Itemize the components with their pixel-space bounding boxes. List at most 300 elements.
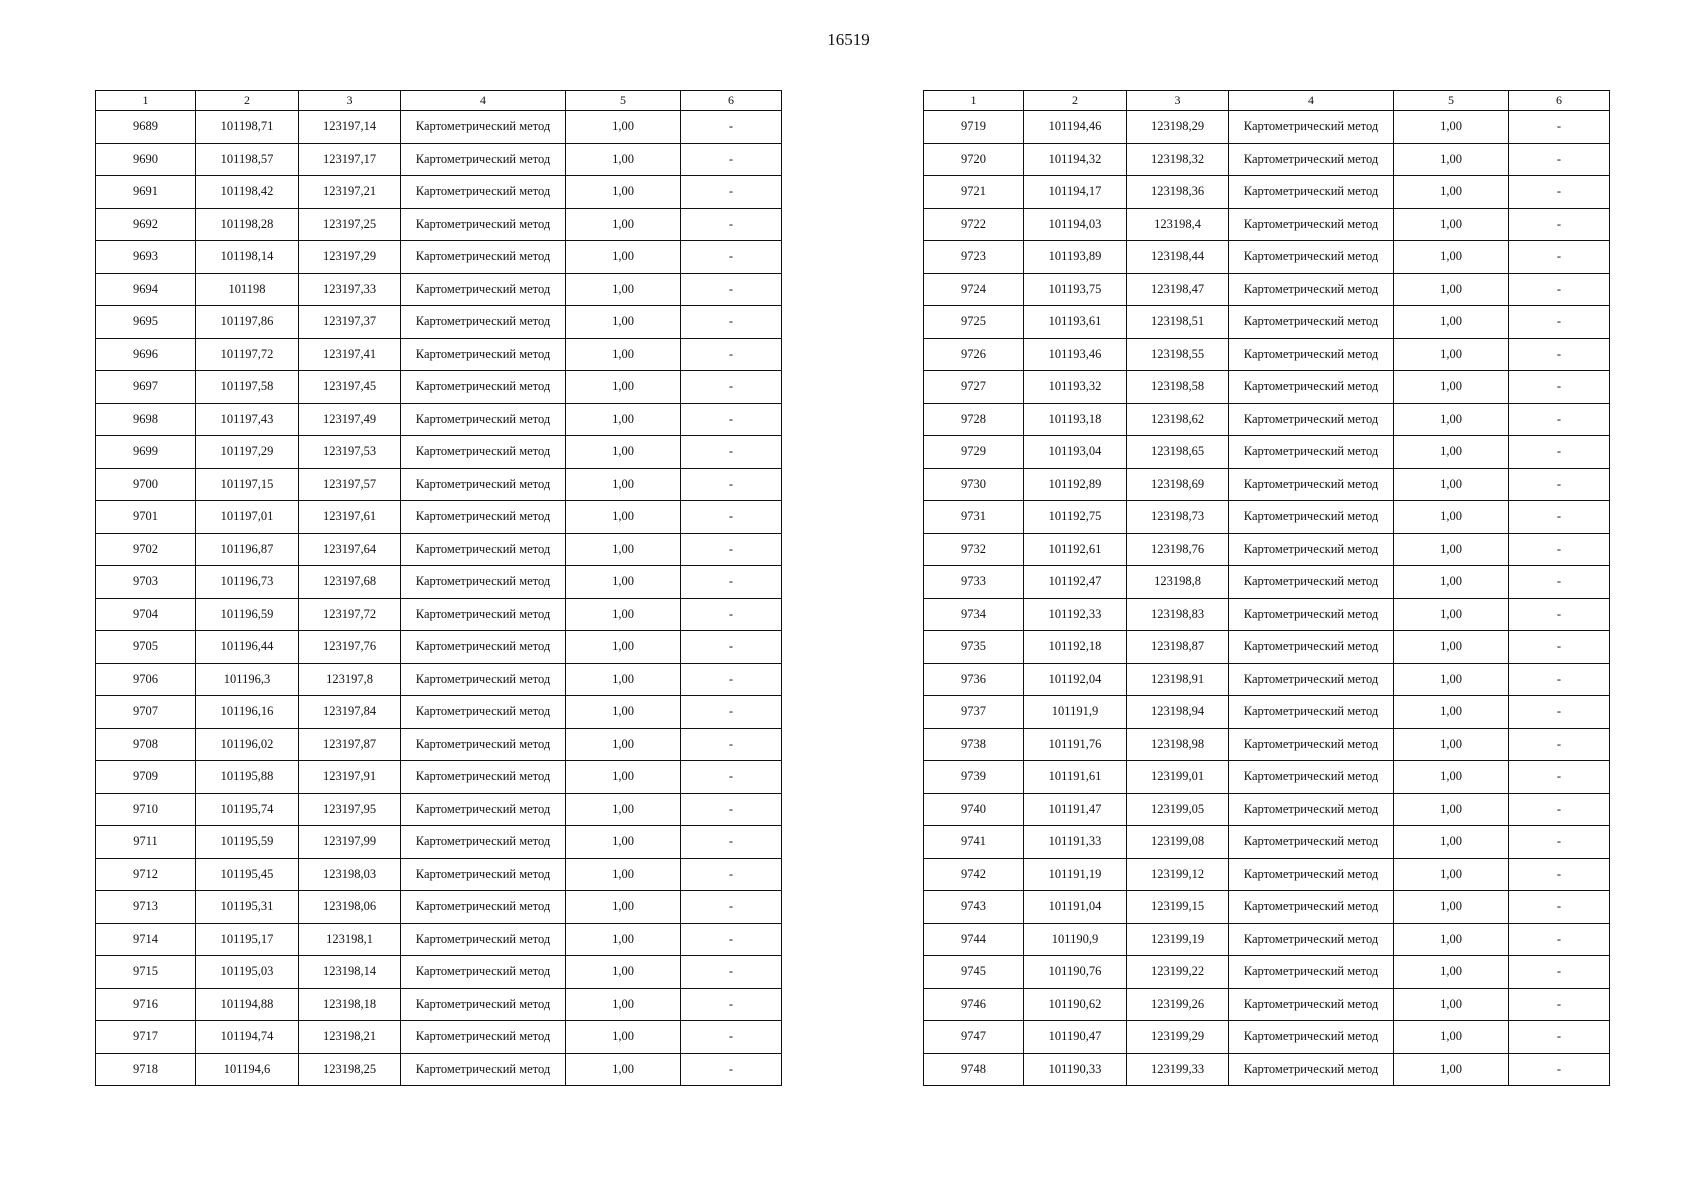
y-coordinate-cell: 123198,73 (1127, 501, 1229, 534)
x-coordinate-cell: 101191,9 (1024, 696, 1127, 729)
x-coordinate-cell: 101190,62 (1024, 988, 1127, 1021)
column-header: 4 (401, 91, 566, 111)
table-row (924, 436, 1610, 469)
accuracy-cell: 1,00 (566, 338, 681, 371)
table-row (924, 501, 1610, 534)
note-cell: - (1509, 338, 1610, 371)
method-cell: Картометрический метод (401, 761, 566, 794)
method-cell: Картометрический метод (1229, 566, 1394, 599)
point-number-cell: 9691 (96, 176, 196, 209)
accuracy-cell: 1,00 (1394, 598, 1509, 631)
method-cell: Картометрический метод (1229, 273, 1394, 306)
table-row (924, 696, 1610, 729)
accuracy-cell: 1,00 (1394, 858, 1509, 891)
method-cell: Картометрический метод (1229, 631, 1394, 664)
table-row (96, 468, 782, 501)
table-row (96, 826, 782, 859)
note-cell: - (681, 306, 782, 339)
accuracy-cell: 1,00 (1394, 1021, 1509, 1054)
accuracy-cell: 1,00 (566, 533, 681, 566)
accuracy-cell: 1,00 (1394, 143, 1509, 176)
column-header: 4 (1229, 91, 1394, 111)
note-cell: - (1509, 533, 1610, 566)
note-cell: - (1509, 631, 1610, 664)
y-coordinate-cell: 123197,76 (299, 631, 401, 664)
point-number-cell: 9698 (96, 403, 196, 436)
x-coordinate-cell: 101191,33 (1024, 826, 1127, 859)
accuracy-cell: 1,00 (1394, 663, 1509, 696)
table-row (96, 1053, 782, 1086)
table-row (96, 891, 782, 924)
table-row (924, 338, 1610, 371)
point-number-cell: 9712 (96, 858, 196, 891)
method-cell: Картометрический метод (401, 1053, 566, 1086)
point-number-cell: 9744 (924, 923, 1024, 956)
method-cell: Картометрический метод (401, 988, 566, 1021)
note-cell: - (1509, 1021, 1610, 1054)
table-row (96, 793, 782, 826)
point-number-cell: 9738 (924, 728, 1024, 761)
method-cell: Картометрический метод (401, 631, 566, 664)
y-coordinate-cell: 123198,94 (1127, 696, 1229, 729)
accuracy-cell: 1,00 (1394, 696, 1509, 729)
note-cell: - (1509, 696, 1610, 729)
point-number-cell: 9741 (924, 826, 1024, 859)
point-number-cell: 9742 (924, 858, 1024, 891)
table-row (96, 241, 782, 274)
y-coordinate-cell: 123198,76 (1127, 533, 1229, 566)
y-coordinate-cell: 123197,61 (299, 501, 401, 534)
x-coordinate-cell: 101196,73 (196, 566, 299, 599)
method-cell: Картометрический метод (401, 956, 566, 989)
accuracy-cell: 1,00 (566, 111, 681, 144)
accuracy-cell: 1,00 (1394, 956, 1509, 989)
point-number-cell: 9743 (924, 891, 1024, 924)
table-row (96, 728, 782, 761)
accuracy-cell: 1,00 (566, 468, 681, 501)
note-cell: - (1509, 728, 1610, 761)
y-coordinate-cell: 123198,18 (299, 988, 401, 1021)
accuracy-cell: 1,00 (566, 858, 681, 891)
accuracy-cell: 1,00 (1394, 241, 1509, 274)
x-coordinate-cell: 101195,59 (196, 826, 299, 859)
x-coordinate-cell: 101193,32 (1024, 371, 1127, 404)
note-cell: - (681, 858, 782, 891)
table-row (96, 371, 782, 404)
point-number-cell: 9715 (96, 956, 196, 989)
method-cell: Картометрический метод (1229, 598, 1394, 631)
x-coordinate-cell: 101190,33 (1024, 1053, 1127, 1086)
point-number-cell: 9722 (924, 208, 1024, 241)
column-header: 5 (1394, 91, 1509, 111)
x-coordinate-cell: 101192,61 (1024, 533, 1127, 566)
accuracy-cell: 1,00 (566, 403, 681, 436)
point-number-cell: 9748 (924, 1053, 1024, 1086)
y-coordinate-cell: 123198,03 (299, 858, 401, 891)
x-coordinate-cell: 101192,47 (1024, 566, 1127, 599)
point-number-cell: 9733 (924, 566, 1024, 599)
note-cell: - (1509, 436, 1610, 469)
method-cell: Картометрический метод (401, 1021, 566, 1054)
table-row (924, 923, 1610, 956)
note-cell: - (1509, 176, 1610, 209)
y-coordinate-cell: 123197,53 (299, 436, 401, 469)
accuracy-cell: 1,00 (566, 826, 681, 859)
y-coordinate-cell: 123197,17 (299, 143, 401, 176)
method-cell: Картометрический метод (401, 273, 566, 306)
table-row (924, 728, 1610, 761)
point-number-cell: 9693 (96, 241, 196, 274)
x-coordinate-cell: 101192,75 (1024, 501, 1127, 534)
point-number-cell: 9706 (96, 663, 196, 696)
point-number-cell: 9723 (924, 241, 1024, 274)
x-coordinate-cell: 101192,33 (1024, 598, 1127, 631)
accuracy-cell: 1,00 (1394, 923, 1509, 956)
accuracy-cell: 1,00 (566, 501, 681, 534)
coordinates-table-right (923, 90, 1610, 1086)
note-cell: - (681, 1021, 782, 1054)
x-coordinate-cell: 101191,47 (1024, 793, 1127, 826)
method-cell: Картометрический метод (401, 793, 566, 826)
note-cell: - (1509, 371, 1610, 404)
table-row (96, 111, 782, 144)
method-cell: Картометрический метод (401, 728, 566, 761)
method-cell: Картометрический метод (1229, 858, 1394, 891)
y-coordinate-cell: 123197,25 (299, 208, 401, 241)
accuracy-cell: 1,00 (1394, 988, 1509, 1021)
note-cell: - (1509, 598, 1610, 631)
table-row (924, 566, 1610, 599)
note-cell: - (1509, 793, 1610, 826)
y-coordinate-cell: 123197,72 (299, 598, 401, 631)
accuracy-cell: 1,00 (1394, 501, 1509, 534)
note-cell: - (1509, 273, 1610, 306)
table-row (96, 143, 782, 176)
y-coordinate-cell: 123198,29 (1127, 111, 1229, 144)
column-header: 3 (1127, 91, 1229, 111)
note-cell: - (681, 273, 782, 306)
point-number-cell: 9711 (96, 826, 196, 859)
note-cell: - (681, 826, 782, 859)
y-coordinate-cell: 123197,68 (299, 566, 401, 599)
point-number-cell: 9709 (96, 761, 196, 794)
note-cell: - (681, 663, 782, 696)
table-row (924, 306, 1610, 339)
y-coordinate-cell: 123197,95 (299, 793, 401, 826)
y-coordinate-cell: 123198,36 (1127, 176, 1229, 209)
table-row (924, 403, 1610, 436)
y-coordinate-cell: 123198,8 (1127, 566, 1229, 599)
note-cell: - (1509, 956, 1610, 989)
y-coordinate-cell: 123197,37 (299, 306, 401, 339)
table-row (96, 533, 782, 566)
method-cell: Картометрический метод (1229, 306, 1394, 339)
point-number-cell: 9713 (96, 891, 196, 924)
table-row (96, 338, 782, 371)
x-coordinate-cell: 101194,46 (1024, 111, 1127, 144)
point-number-cell: 9701 (96, 501, 196, 534)
x-coordinate-cell: 101197,15 (196, 468, 299, 501)
y-coordinate-cell: 123199,01 (1127, 761, 1229, 794)
note-cell: - (1509, 761, 1610, 794)
point-number-cell: 9710 (96, 793, 196, 826)
method-cell: Картометрический метод (1229, 826, 1394, 859)
method-cell: Картометрический метод (1229, 696, 1394, 729)
table-row (96, 663, 782, 696)
accuracy-cell: 1,00 (1394, 761, 1509, 794)
method-cell: Картометрический метод (1229, 436, 1394, 469)
column-header: 1 (96, 91, 196, 111)
accuracy-cell: 1,00 (1394, 371, 1509, 404)
accuracy-cell: 1,00 (566, 1021, 681, 1054)
accuracy-cell: 1,00 (566, 891, 681, 924)
y-coordinate-cell: 123198,21 (299, 1021, 401, 1054)
x-coordinate-cell: 101198,71 (196, 111, 299, 144)
method-cell: Картометрический метод (401, 598, 566, 631)
y-coordinate-cell: 123199,15 (1127, 891, 1229, 924)
note-cell: - (1509, 111, 1610, 144)
note-cell: - (1509, 663, 1610, 696)
column-header: 6 (681, 91, 782, 111)
y-coordinate-cell: 123199,26 (1127, 988, 1229, 1021)
accuracy-cell: 1,00 (1394, 1053, 1509, 1086)
table-row (924, 273, 1610, 306)
accuracy-cell: 1,00 (1394, 728, 1509, 761)
table-header-row (924, 91, 1610, 111)
column-header: 2 (196, 91, 299, 111)
point-number-cell: 9736 (924, 663, 1024, 696)
y-coordinate-cell: 123198,14 (299, 956, 401, 989)
accuracy-cell: 1,00 (1394, 403, 1509, 436)
x-coordinate-cell: 101190,76 (1024, 956, 1127, 989)
x-coordinate-cell: 101195,03 (196, 956, 299, 989)
accuracy-cell: 1,00 (566, 371, 681, 404)
table-row (924, 468, 1610, 501)
x-coordinate-cell: 101190,9 (1024, 923, 1127, 956)
method-cell: Картометрический метод (401, 468, 566, 501)
note-cell: - (1509, 1053, 1610, 1086)
point-number-cell: 9705 (96, 631, 196, 664)
note-cell: - (681, 793, 782, 826)
x-coordinate-cell: 101192,04 (1024, 663, 1127, 696)
table-row (924, 891, 1610, 924)
x-coordinate-cell: 101192,89 (1024, 468, 1127, 501)
y-coordinate-cell: 123199,29 (1127, 1021, 1229, 1054)
note-cell: - (681, 176, 782, 209)
method-cell: Картометрический метод (1229, 1053, 1394, 1086)
note-cell: - (681, 761, 782, 794)
point-number-cell: 9746 (924, 988, 1024, 1021)
point-number-cell: 9730 (924, 468, 1024, 501)
point-number-cell: 9721 (924, 176, 1024, 209)
method-cell: Картометрический метод (401, 566, 566, 599)
accuracy-cell: 1,00 (1394, 793, 1509, 826)
note-cell: - (681, 533, 782, 566)
point-number-cell: 9702 (96, 533, 196, 566)
y-coordinate-cell: 123198,69 (1127, 468, 1229, 501)
accuracy-cell: 1,00 (566, 436, 681, 469)
method-cell: Картометрический метод (1229, 728, 1394, 761)
x-coordinate-cell: 101193,75 (1024, 273, 1127, 306)
method-cell: Картометрический метод (1229, 468, 1394, 501)
table-row (96, 273, 782, 306)
accuracy-cell: 1,00 (566, 631, 681, 664)
note-cell: - (681, 923, 782, 956)
column-header: 5 (566, 91, 681, 111)
y-coordinate-cell: 123199,05 (1127, 793, 1229, 826)
y-coordinate-cell: 123197,29 (299, 241, 401, 274)
note-cell: - (1509, 208, 1610, 241)
table-row (924, 111, 1610, 144)
accuracy-cell: 1,00 (1394, 436, 1509, 469)
y-coordinate-cell: 123198,51 (1127, 306, 1229, 339)
point-number-cell: 9717 (96, 1021, 196, 1054)
point-number-cell: 9714 (96, 923, 196, 956)
x-coordinate-cell: 101194,17 (1024, 176, 1127, 209)
x-coordinate-cell: 101195,17 (196, 923, 299, 956)
accuracy-cell: 1,00 (1394, 208, 1509, 241)
accuracy-cell: 1,00 (566, 566, 681, 599)
column-header: 1 (924, 91, 1024, 111)
method-cell: Картометрический метод (1229, 761, 1394, 794)
x-coordinate-cell: 101192,18 (1024, 631, 1127, 664)
point-number-cell: 9708 (96, 728, 196, 761)
y-coordinate-cell: 123199,08 (1127, 826, 1229, 859)
method-cell: Картометрический метод (1229, 1021, 1394, 1054)
y-coordinate-cell: 123197,84 (299, 696, 401, 729)
method-cell: Картометрический метод (1229, 988, 1394, 1021)
table-row (924, 631, 1610, 664)
note-cell: - (681, 468, 782, 501)
y-coordinate-cell: 123198,98 (1127, 728, 1229, 761)
method-cell: Картометрический метод (401, 826, 566, 859)
y-coordinate-cell: 123198,4 (1127, 208, 1229, 241)
x-coordinate-cell: 101196,44 (196, 631, 299, 664)
x-coordinate-cell: 101197,01 (196, 501, 299, 534)
note-cell: - (681, 956, 782, 989)
table-row (924, 208, 1610, 241)
table-row (96, 436, 782, 469)
accuracy-cell: 1,00 (1394, 566, 1509, 599)
table-row (924, 858, 1610, 891)
x-coordinate-cell: 101194,6 (196, 1053, 299, 1086)
note-cell: - (681, 436, 782, 469)
table-row (96, 858, 782, 891)
accuracy-cell: 1,00 (1394, 468, 1509, 501)
note-cell: - (1509, 468, 1610, 501)
table-row (96, 501, 782, 534)
table-row (96, 566, 782, 599)
method-cell: Картометрический метод (1229, 241, 1394, 274)
method-cell: Картометрический метод (1229, 111, 1394, 144)
accuracy-cell: 1,00 (566, 761, 681, 794)
method-cell: Картометрический метод (1229, 501, 1394, 534)
x-coordinate-cell: 101198,42 (196, 176, 299, 209)
y-coordinate-cell: 123199,22 (1127, 956, 1229, 989)
method-cell: Картометрический метод (401, 533, 566, 566)
y-coordinate-cell: 123197,14 (299, 111, 401, 144)
method-cell: Картометрический метод (401, 143, 566, 176)
method-cell: Картометрический метод (1229, 793, 1394, 826)
point-number-cell: 9694 (96, 273, 196, 306)
method-cell: Картометрический метод (401, 436, 566, 469)
column-header: 6 (1509, 91, 1610, 111)
table-row (96, 761, 782, 794)
y-coordinate-cell: 123197,91 (299, 761, 401, 794)
method-cell: Картометрический метод (1229, 143, 1394, 176)
point-number-cell: 9718 (96, 1053, 196, 1086)
note-cell: - (1509, 566, 1610, 599)
y-coordinate-cell: 123198,58 (1127, 371, 1229, 404)
y-coordinate-cell: 123197,64 (299, 533, 401, 566)
note-cell: - (681, 403, 782, 436)
point-number-cell: 9716 (96, 988, 196, 1021)
accuracy-cell: 1,00 (566, 956, 681, 989)
accuracy-cell: 1,00 (1394, 631, 1509, 664)
note-cell: - (1509, 891, 1610, 924)
point-number-cell: 9727 (924, 371, 1024, 404)
point-number-cell: 9726 (924, 338, 1024, 371)
x-coordinate-cell: 101197,29 (196, 436, 299, 469)
x-coordinate-cell: 101196,16 (196, 696, 299, 729)
note-cell: - (1509, 403, 1610, 436)
x-coordinate-cell: 101193,04 (1024, 436, 1127, 469)
accuracy-cell: 1,00 (566, 176, 681, 209)
x-coordinate-cell: 101197,72 (196, 338, 299, 371)
method-cell: Картометрический метод (401, 403, 566, 436)
table-row (924, 533, 1610, 566)
accuracy-cell: 1,00 (566, 923, 681, 956)
column-header: 2 (1024, 91, 1127, 111)
note-cell: - (1509, 501, 1610, 534)
point-number-cell: 9719 (924, 111, 1024, 144)
note-cell: - (1509, 306, 1610, 339)
point-number-cell: 9696 (96, 338, 196, 371)
accuracy-cell: 1,00 (566, 696, 681, 729)
table-row (96, 923, 782, 956)
table-row (96, 1021, 782, 1054)
table-row (96, 176, 782, 209)
method-cell: Картометрический метод (401, 111, 566, 144)
x-coordinate-cell: 101194,88 (196, 988, 299, 1021)
method-cell: Картометрический метод (1229, 956, 1394, 989)
method-cell: Картометрический метод (401, 501, 566, 534)
accuracy-cell: 1,00 (1394, 306, 1509, 339)
x-coordinate-cell: 101198,14 (196, 241, 299, 274)
note-cell: - (1509, 241, 1610, 274)
note-cell: - (681, 143, 782, 176)
y-coordinate-cell: 123197,99 (299, 826, 401, 859)
point-number-cell: 9731 (924, 501, 1024, 534)
point-number-cell: 9689 (96, 111, 196, 144)
point-number-cell: 9729 (924, 436, 1024, 469)
table-row (96, 631, 782, 664)
accuracy-cell: 1,00 (566, 793, 681, 826)
accuracy-cell: 1,00 (566, 663, 681, 696)
y-coordinate-cell: 123198,44 (1127, 241, 1229, 274)
x-coordinate-cell: 101194,03 (1024, 208, 1127, 241)
table-row (96, 988, 782, 1021)
point-number-cell: 9724 (924, 273, 1024, 306)
accuracy-cell: 1,00 (1394, 891, 1509, 924)
y-coordinate-cell: 123197,45 (299, 371, 401, 404)
x-coordinate-cell: 101191,61 (1024, 761, 1127, 794)
note-cell: - (1509, 143, 1610, 176)
accuracy-cell: 1,00 (566, 728, 681, 761)
accuracy-cell: 1,00 (566, 208, 681, 241)
method-cell: Картометрический метод (1229, 338, 1394, 371)
accuracy-cell: 1,00 (566, 988, 681, 1021)
